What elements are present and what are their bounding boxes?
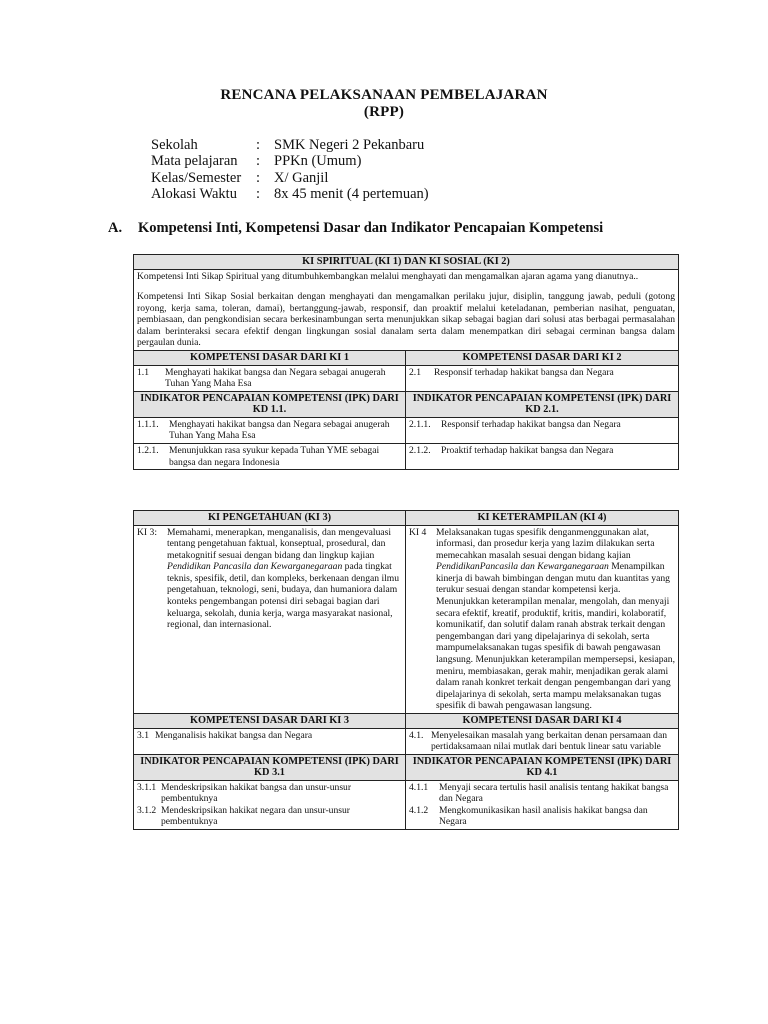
ipk-text: Menunjukkan rasa syukur kepada Tuhan YME sebagai bangsa dan negara Indonesia <box>169 444 380 468</box>
info-row-time <box>151 186 429 202</box>
ipk-header-kd41: INDIKATOR PENCAPAIAN KOMPETENSI (IPK) DARI KD 4.1 <box>406 754 679 780</box>
ipk-header-kd21: INDIKATOR PENCAPAIAN KOMPETENSI (IPK) DARI KD 2.1. <box>406 391 679 417</box>
document-title: RENCANA PELAKSANAAN PEMBELAJARAN <box>220 87 548 103</box>
ipk-text: Menghayati hakikat bangsa dan Negara sebagai anugerah Tuhan Yang Maha Esa <box>169 418 390 442</box>
ki4-number: KI 4 <box>409 526 427 538</box>
kd-number: 1.1 <box>137 366 149 378</box>
kd-cell-ki1 <box>134 365 406 391</box>
ipk-text: Mengkomunikasikan hasil analisis hakikat bangsa dan Negara <box>439 804 648 828</box>
kd-cell-ki2 <box>406 365 679 391</box>
ipk-number: 3.1.1 <box>137 781 157 793</box>
info-separator: : <box>256 185 261 202</box>
ipk-number: 2.1.2. <box>409 444 431 456</box>
ipk-cell <box>406 443 679 469</box>
section-letter: A. <box>108 220 123 236</box>
kd-cell-ki3 <box>134 728 406 754</box>
section-title: Kompetensi Inti, Kompetensi Dasar dan Indikator Pencapaian Kompetensi <box>138 220 604 236</box>
info-row-class <box>151 170 429 186</box>
section-heading <box>108 220 603 237</box>
ki3-text-italic: Pendidikan Pancasila dan Kewarganegaraan <box>167 561 343 573</box>
kd-text: Responsif terhadap hakikat bangsa dan Negara <box>434 366 614 378</box>
ipk-number: 4.1.1 <box>409 781 429 793</box>
ki4-text-italic: PendidikanPancasila dan Kewarganegaraan <box>436 561 609 573</box>
info-separator: : <box>256 153 261 170</box>
ipk-number: 4.1.2 <box>409 804 429 816</box>
ipk-number: 1.1.1. <box>137 418 159 430</box>
kd-header-ki2: KOMPETENSI DASAR DARI KI 2 <box>406 351 679 366</box>
info-label: Sekolah <box>151 137 198 153</box>
ipk-text: Mendeskripsikan hakikat bangsa dan unsur-unsur pembentuknya <box>161 781 352 805</box>
info-separator: : <box>256 137 261 153</box>
info-value: 8x 45 menit (4 pertemuan) <box>274 185 429 202</box>
kd-text: Menghayati hakikat bangsa dan Negara sebagai anugerah Tuhan Yang Maha Esa <box>165 366 386 390</box>
kd-header-ki3: KOMPETENSI DASAR DARI KI 3 <box>134 714 406 729</box>
ipk-text: Responsif terhadap hakikat bangsa dan Negara <box>441 418 621 430</box>
ki3-text-part: pada tingkat teknis, spesifik, detil, dan kompleks, berkenaan dengan ilmu pengetahuan, teknologi, seni, budaya, dan humaniora dalam konteks pengembangan potensi diri sebagai bagian dari keluarga, sekolah, dunia kerja, warga masyarakat nasional, regional, dan internasional. <box>167 561 400 631</box>
document-subtitle: (RPP) <box>363 104 405 120</box>
ipk-cell <box>406 417 679 443</box>
kd-number: 3.1 <box>137 729 149 741</box>
ipk-number: 3.1.2 <box>137 804 157 816</box>
ipk-text: Proaktif terhadap hakikat bangsa dan Negara <box>441 444 614 456</box>
ki4-cell <box>406 525 679 714</box>
info-separator: : <box>256 169 261 186</box>
kd-header-ki1: KOMPETENSI DASAR DARI KI 1 <box>134 351 406 366</box>
kd-cell-ki4 <box>406 728 679 754</box>
ki1-text: Kompetensi Inti Sikap Spiritual yang ditumbuhkembangkan melalui menghayati dan mengamalkan ajaran agama yang dianutnya.. <box>137 270 639 282</box>
ipk-cell <box>406 780 679 829</box>
kd-header-ki4: KOMPETENSI DASAR DARI KI 4 <box>406 714 679 729</box>
kd-number: 2.1 <box>409 366 421 378</box>
info-label: Mata pelajaran <box>151 153 238 170</box>
info-label: Kelas/Semester <box>151 169 242 186</box>
ipk-header-kd31: INDIKATOR PENCAPAIAN KOMPETENSI (IPK) DARI KD 3.1 <box>134 754 406 780</box>
ki-spiritual-social-table <box>133 254 679 470</box>
ipk-number: 2.1.1. <box>409 418 431 430</box>
info-row-school <box>151 137 429 153</box>
ki2-text: Kompetensi Inti Sikap Sosial berkaitan dengan menghayati dan mengamalkan perilaku jujur, disiplin, tanggung jawab, peduli (gotong royong, kerja sama, toleran, damai), bertanggung-jawab, responsif, dan proaktif melalui keteladanan, pemberian nasihat, penguatan, pembiasaan, dan pengkondisian secara berkesinambungan serta menunjukkan sikap sebagai bagian dari solusi atas berbagai permasalahan dalam berinteraksi secara efektif dengan lingkungan sosial danalam serta dalam menempatkan diri sebagai cerminan bangsa dalam pergaulan dunia. <box>137 291 676 349</box>
ki-knowledge-skill-table <box>133 510 679 830</box>
ki-description-cell <box>134 269 679 351</box>
info-value: SMK Negeri 2 Pekanbaru <box>274 137 425 153</box>
ki4-text-part: Melaksanakan tugas spesifik denganmenggunakan alat, informasi, dan prosedur kerja yang lazim dilakukan serta memecahkan masalah sesuai dengan bidang kajian <box>436 526 655 561</box>
ipk-cell <box>134 417 406 443</box>
ipk-text: Mendeskripsikan hakikat negara dan unsur-unsur pembentuknya <box>161 804 350 828</box>
ipk-cell <box>134 780 406 829</box>
info-value: X/ Ganjil <box>274 169 329 186</box>
kd-text: Menyelesaikan masalah yang berkaitan denan persamaan dan pertidaksamaan nilai mutlak dari bentuk linear satu variable <box>431 729 668 753</box>
ki3-cell <box>134 525 406 714</box>
ipk-text: Menyaji secara tertulis hasil analisis tentang hakikat bangsa dan Negara <box>439 781 669 805</box>
kd-text: Menganalisis hakikat bangsa dan Negara <box>155 729 313 741</box>
identity-block <box>151 137 429 202</box>
info-label: Alokasi Waktu <box>151 185 237 202</box>
ki3-header: KI PENGETAHUAN (KI 3) <box>134 511 406 526</box>
ki4-text-part: Menampilkan kinerja di bawah bimbingan dengan mutu dan kuantitas yang terukur sesuai dengan standar kompetensi kerja. Menunjukkan keterampilan menalar, mengolah, dan menyaji secara efektif, kreatif, produktif, kritis, mandiri, kolaboratif, komunikatif, dan solutif dalam ranah abstrak terkait dengan pengembangan dari yang dipelajarinya di sekolah, serta mampumelaksanakan tugas spesifik di bawah pengawasan langsung. Menunjukkan keterampilan mempersepsi, kesiapan, meniru, membiasakan, gerak mahir, menjadikan gerak alami dalam ranah konkret terkait dengan pengembangan dari yang dipelajarinya di sekolah, serta mampu melaksanakan tugas spesifik di bawah pengawasan langsung. <box>436 561 675 712</box>
ki4-text <box>436 527 675 713</box>
ipk-header-kd11: INDIKATOR PENCAPAIAN KOMPETENSI (IPK) DARI KD 1.1. <box>134 391 406 417</box>
kd-number: 4.1. <box>409 729 424 741</box>
ipk-number: 1.2.1. <box>137 444 159 456</box>
ipk-cell <box>134 443 406 469</box>
ki3-number: KI 3: <box>137 526 157 538</box>
table-header: KI SPIRITUAL (KI 1) DAN KI SOSIAL (KI 2) <box>134 255 679 270</box>
info-value: PPKn (Umum) <box>274 153 362 170</box>
info-row-subject <box>151 153 429 169</box>
ki4-header: KI KETERAMPILAN (KI 4) <box>406 511 679 526</box>
ki3-text <box>167 527 402 631</box>
ki3-text-part: Memahami, menerapkan, menganalisis, dan mengevaluasi tentang pengetahuan faktual, konseptual, prosedural, dan metakognitif sesuai dengan bidang dan lingkup kajian <box>167 526 392 561</box>
